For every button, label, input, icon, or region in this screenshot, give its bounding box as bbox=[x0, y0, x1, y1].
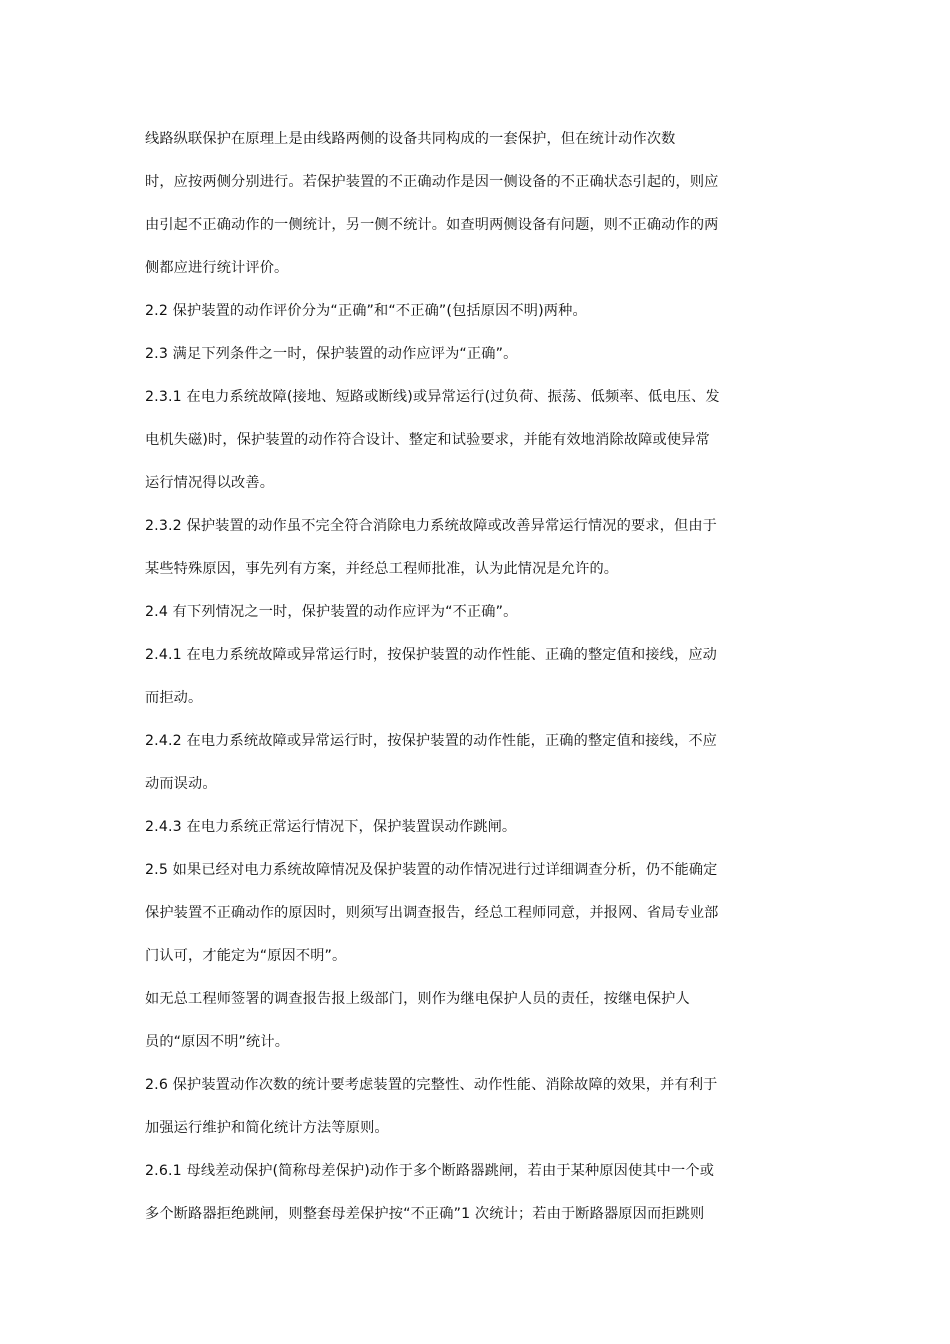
text-line: 2.3.1 在电力系统故障(接地、短路或断线)或异常运行(过负荷、振荡、低频率、低电压、发 bbox=[145, 389, 720, 405]
text-line: 电机失磁)时，保护装置的动作符合设计、整定和试验要求，并能有效地消除故障或使异常 bbox=[145, 432, 710, 448]
text-line: 加强运行维护和简化统计方法等原则。 bbox=[145, 1120, 389, 1136]
text-line: 2.6 保护装置动作次数的统计要考虑装置的完整性、动作性能、消除故障的效果，并有利于 bbox=[145, 1077, 718, 1093]
text-line: 2.3.2 保护装置的动作虽不完全符合消除电力系统故障或改善异常运行情况的要求，但由于 bbox=[145, 518, 717, 534]
text-line: 某些特殊原因，事先列有方案，并经总工程师批准，认为此情况是允许的。 bbox=[145, 561, 619, 577]
text-line: 员的“原因不明”统计。 bbox=[145, 1034, 290, 1050]
text-line: 时，应按两侧分别进行。若保护装置的不正确动作是因一侧设备的不正确状态引起的，则应 bbox=[145, 174, 719, 190]
text-line: 多个断路器拒绝跳闸，则整套母差保护按“不正确”1 次统计；若由于断路器原因而拒跳则 bbox=[145, 1206, 705, 1222]
text-line: 2.6.1 母线差动保护(简称母差保护)动作于多个断路器跳闸，若由于某种原因使其中一个或 bbox=[145, 1163, 715, 1179]
text-line: 保护装置不正确动作的原因时，则须写出调查报告，经总工程师同意，并报网、省局专业部 bbox=[145, 905, 719, 921]
text-line: 2.5 如果已经对电力系统故障情况及保护装置的动作情况进行过详细调查分析，仍不能确定 bbox=[145, 862, 718, 878]
text-line: 而拒动。 bbox=[145, 690, 203, 706]
text-line: 由引起不正确动作的一侧统计，另一侧不统计。如查明两侧设备有问题，则不正确动作的两 bbox=[145, 217, 719, 233]
text-line: 2.4 有下列情况之一时，保护装置的动作应评为“不正确”。 bbox=[145, 604, 518, 620]
text-line: 线路纵联保护在原理上是由线路两侧的设备共同构成的一套保护，但在统计动作次数 bbox=[145, 131, 676, 147]
text-line: 门认可，才能定为“原因不明”。 bbox=[145, 948, 347, 964]
text-line: 2.4.2 在电力系统故障或异常运行时，按保护装置的动作性能，正确的整定值和接线，不应 bbox=[145, 733, 717, 749]
text-line: 动而误动。 bbox=[145, 776, 217, 792]
text-line: 2.4.3 在电力系统正常运行情况下，保护装置误动作跳闸。 bbox=[145, 819, 517, 835]
text-line: 侧都应进行统计评价。 bbox=[145, 260, 289, 276]
text-line: 2.3 满足下列条件之一时，保护装置的动作应评为“正确”。 bbox=[145, 346, 518, 362]
text-line: 2.4.1 在电力系统故障或异常运行时，按保护装置的动作性能、正确的整定值和接线，应动 bbox=[145, 647, 717, 663]
text-line: 2.2 保护装置的动作评价分为“正确”和“不正确”(包括原因不明)两种。 bbox=[145, 303, 587, 319]
text-line: 如无总工程师签署的调查报告报上级部门，则作为继电保护人员的责任，按继电保护人 bbox=[145, 991, 690, 1007]
text-line: 运行情况得以改善。 bbox=[145, 475, 275, 491]
